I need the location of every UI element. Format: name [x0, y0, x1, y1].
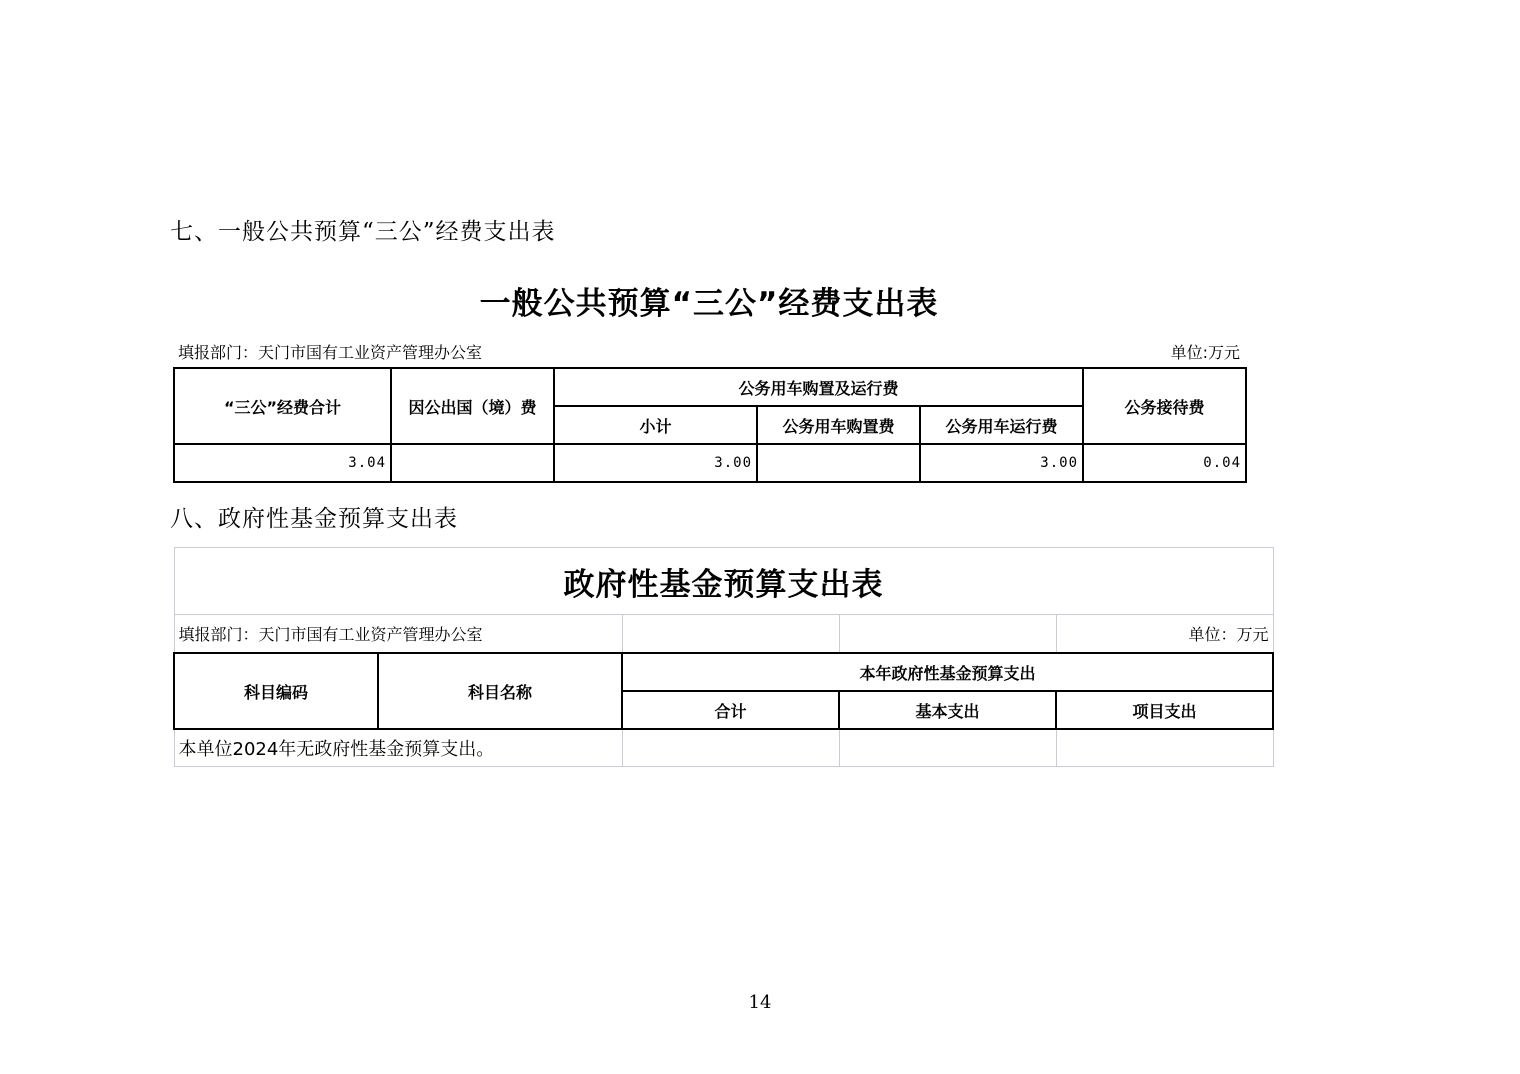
- three-public-dept: 填报部门：天门市国有工业资产管理办公室: [178, 343, 483, 362]
- empty-cell: [622, 615, 839, 654]
- section-8-heading: 八、政府性基金预算支出表: [170, 506, 458, 532]
- header-fund-group: 本年政府性基金预算支出: [622, 653, 1273, 691]
- three-public-table-title: 一般公共预算“三公”经费支出表: [479, 286, 939, 322]
- gov-fund-note: 本单位2024年无政府性基金预算支出。: [174, 729, 622, 767]
- header-code: 科目编码: [174, 653, 378, 729]
- header-reception: 公务接待费: [1083, 368, 1246, 444]
- header-vehicle-group: 公务用车购置及运行费: [554, 368, 1083, 406]
- cell-total: 3.04: [174, 444, 391, 482]
- header-subtotal: 小计: [554, 406, 757, 444]
- section-7-heading: 七、一般公共预算“三公”经费支出表: [170, 219, 556, 245]
- header-name: 科目名称: [378, 653, 622, 729]
- table-row: [174, 444, 1246, 482]
- header-purchase: 公务用车购置费: [757, 406, 920, 444]
- empty-cell: [839, 729, 1056, 767]
- cell-subtotal: 3.00: [554, 444, 757, 482]
- table-row: [174, 729, 1273, 767]
- header-abroad: 因公出国（境）费: [391, 368, 554, 444]
- empty-cell: [622, 729, 839, 767]
- empty-cell: [839, 615, 1056, 654]
- cell-abroad: [391, 444, 554, 482]
- cell-reception: 0.04: [1083, 444, 1246, 482]
- page-number: 14: [748, 992, 772, 1013]
- header-fund-project: 项目支出: [1056, 691, 1273, 729]
- gov-fund-table-title: 政府性基金预算支出表: [174, 548, 1273, 615]
- header-fund-basic: 基本支出: [839, 691, 1056, 729]
- header-operation: 公务用车运行费: [920, 406, 1083, 444]
- cell-purchase: [757, 444, 920, 482]
- empty-cell: [1056, 729, 1273, 767]
- gov-fund-unit: 单位：万元: [1056, 615, 1273, 654]
- header-total: “三公”经费合计: [174, 368, 391, 444]
- three-public-unit: 单位:万元: [1170, 343, 1240, 362]
- header-fund-total: 合计: [622, 691, 839, 729]
- gov-fund-dept: 填报部门：天门市国有工业资产管理办公室: [174, 615, 622, 654]
- gov-fund-table: [173, 547, 1274, 767]
- three-public-table: [173, 367, 1247, 483]
- cell-operation: 3.00: [920, 444, 1083, 482]
